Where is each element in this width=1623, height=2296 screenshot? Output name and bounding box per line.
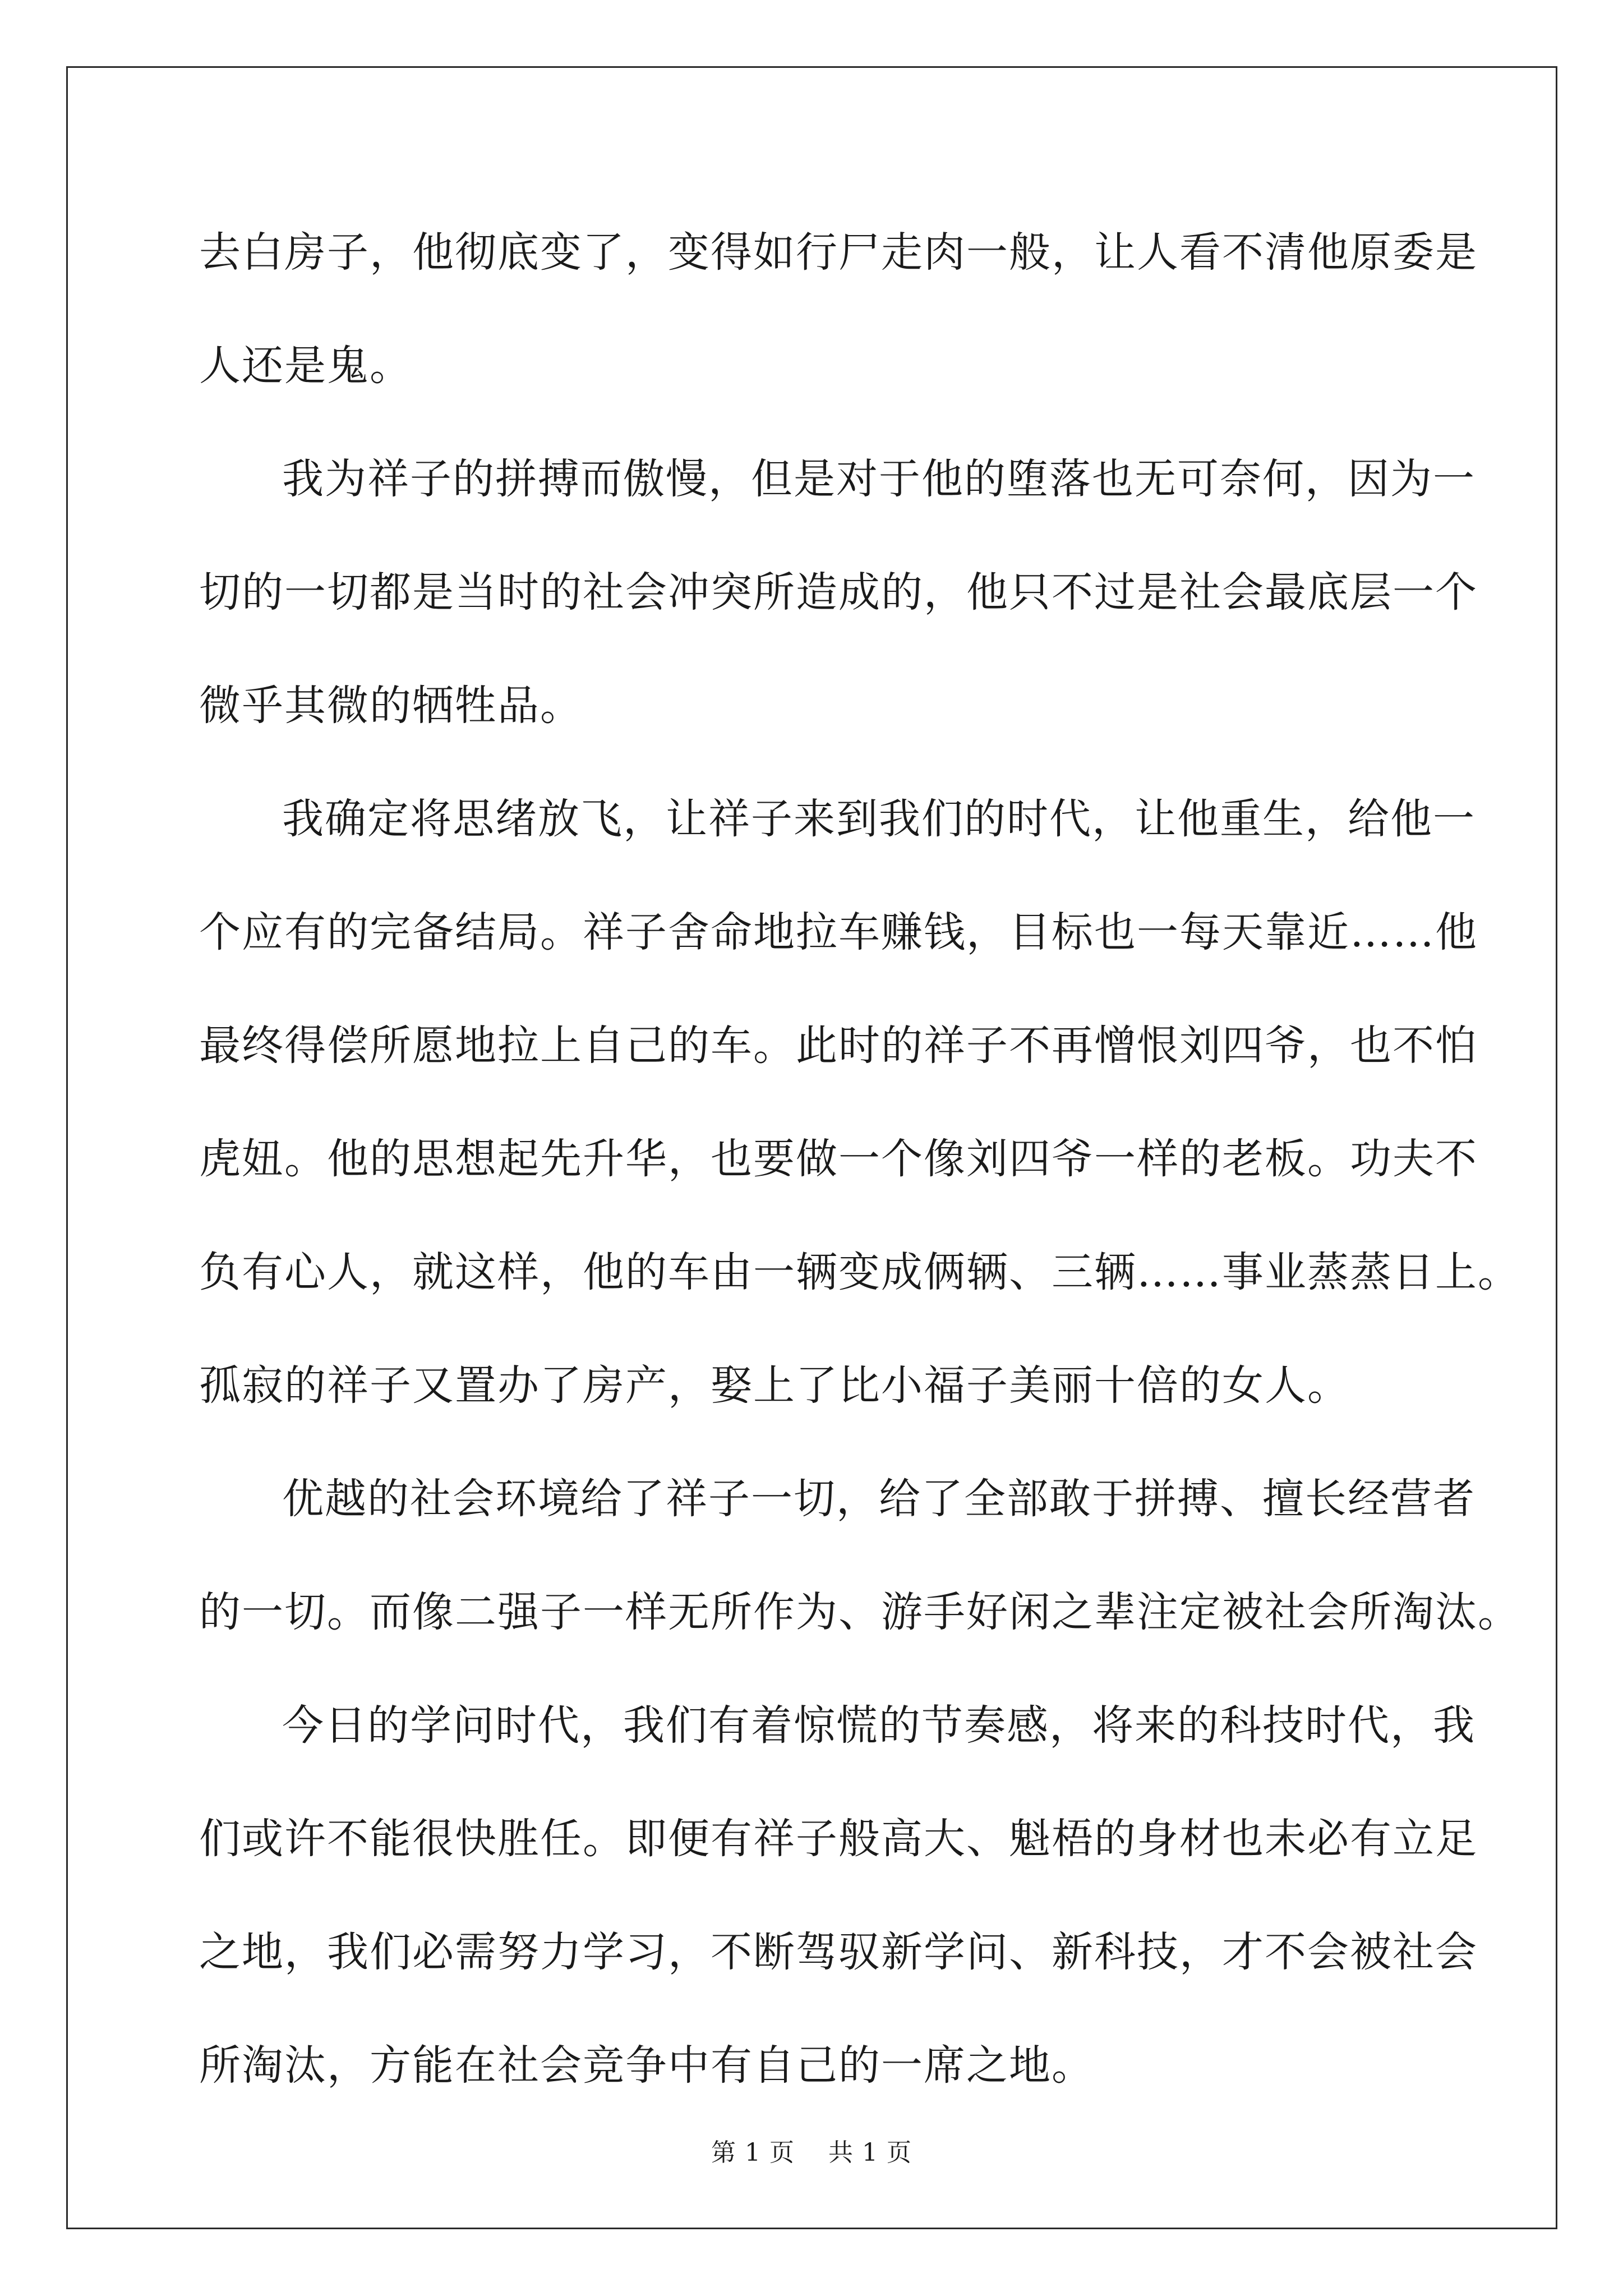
text-line: 微乎其微的牺牲品。	[199, 682, 583, 730]
page-footer	[0, 2136, 1623, 2170]
text-line: 人还是鬼。	[199, 342, 412, 390]
text-line: 个应有的完备结局。祥子舍命地拉车赚钱，目标也一每天靠近……他	[199, 908, 1478, 956]
text-line: 负有心人，就这样，他的车由一辆变成俩辆、三辆……事业蒸蒸日上。	[199, 1248, 1520, 1296]
text-line: 今日的学问时代，我们有着惊慌的节奏感，将来的科技时代，我	[282, 1701, 1476, 1750]
text-line: 虎妞。他的思想起先升华，也要做一个像刘四爷一样的老板。功夫不	[199, 1135, 1478, 1183]
page-number: 第 1 页	[711, 2138, 795, 2167]
text-line: 之地，我们必需努力学习，不断驾驭新学问、新科技，才不会被社会	[199, 1928, 1478, 1976]
text-line: 们或许不能很快胜任。即便有祥子般高大、魁梧的身材也未必有立足	[199, 1815, 1478, 1863]
text-line: 所淘汰，方能在社会竞争中有自己的一席之地。	[199, 2041, 1094, 2090]
text-line: 孤寂的祥子又置办了房产，娶上了比小福子美丽十倍的女人。	[199, 1361, 1350, 1410]
document-body	[199, 210, 1520, 2137]
paragraph	[199, 210, 1478, 437]
text-line: 我确定将思绪放飞，让祥子来到我们的时代，让他重生，给他一	[282, 795, 1476, 843]
text-line: 去白房子，他彻底变了，变得如行尸走肉一般，让人看不清他原委是	[199, 228, 1478, 277]
paragraph	[199, 1683, 1478, 2137]
paragraph	[199, 777, 1520, 1457]
text-line: 切的一切都是当时的社会冲突所造成的，他只不过是社会最底层一个	[199, 568, 1478, 616]
paragraph	[199, 437, 1478, 777]
text-line: 的一切。而像二强子一样无所作为、游手好闲之辈注定被社会所淘汰。	[199, 1588, 1520, 1636]
text-line: 最终得偿所愿地拉上自己的车。此时的祥子不再憎恨刘四爷，也不怕	[199, 1022, 1478, 1070]
page-total: 共 1 页	[828, 2138, 912, 2167]
paragraph	[199, 1457, 1520, 1683]
text-line: 我为祥子的拼搏而傲慢，但是对于他的堕落也无可奈何，因为一	[282, 455, 1476, 503]
text-line: 优越的社会环境给了祥子一切，给了全部敢于拼搏、擅长经营者	[282, 1475, 1476, 1523]
